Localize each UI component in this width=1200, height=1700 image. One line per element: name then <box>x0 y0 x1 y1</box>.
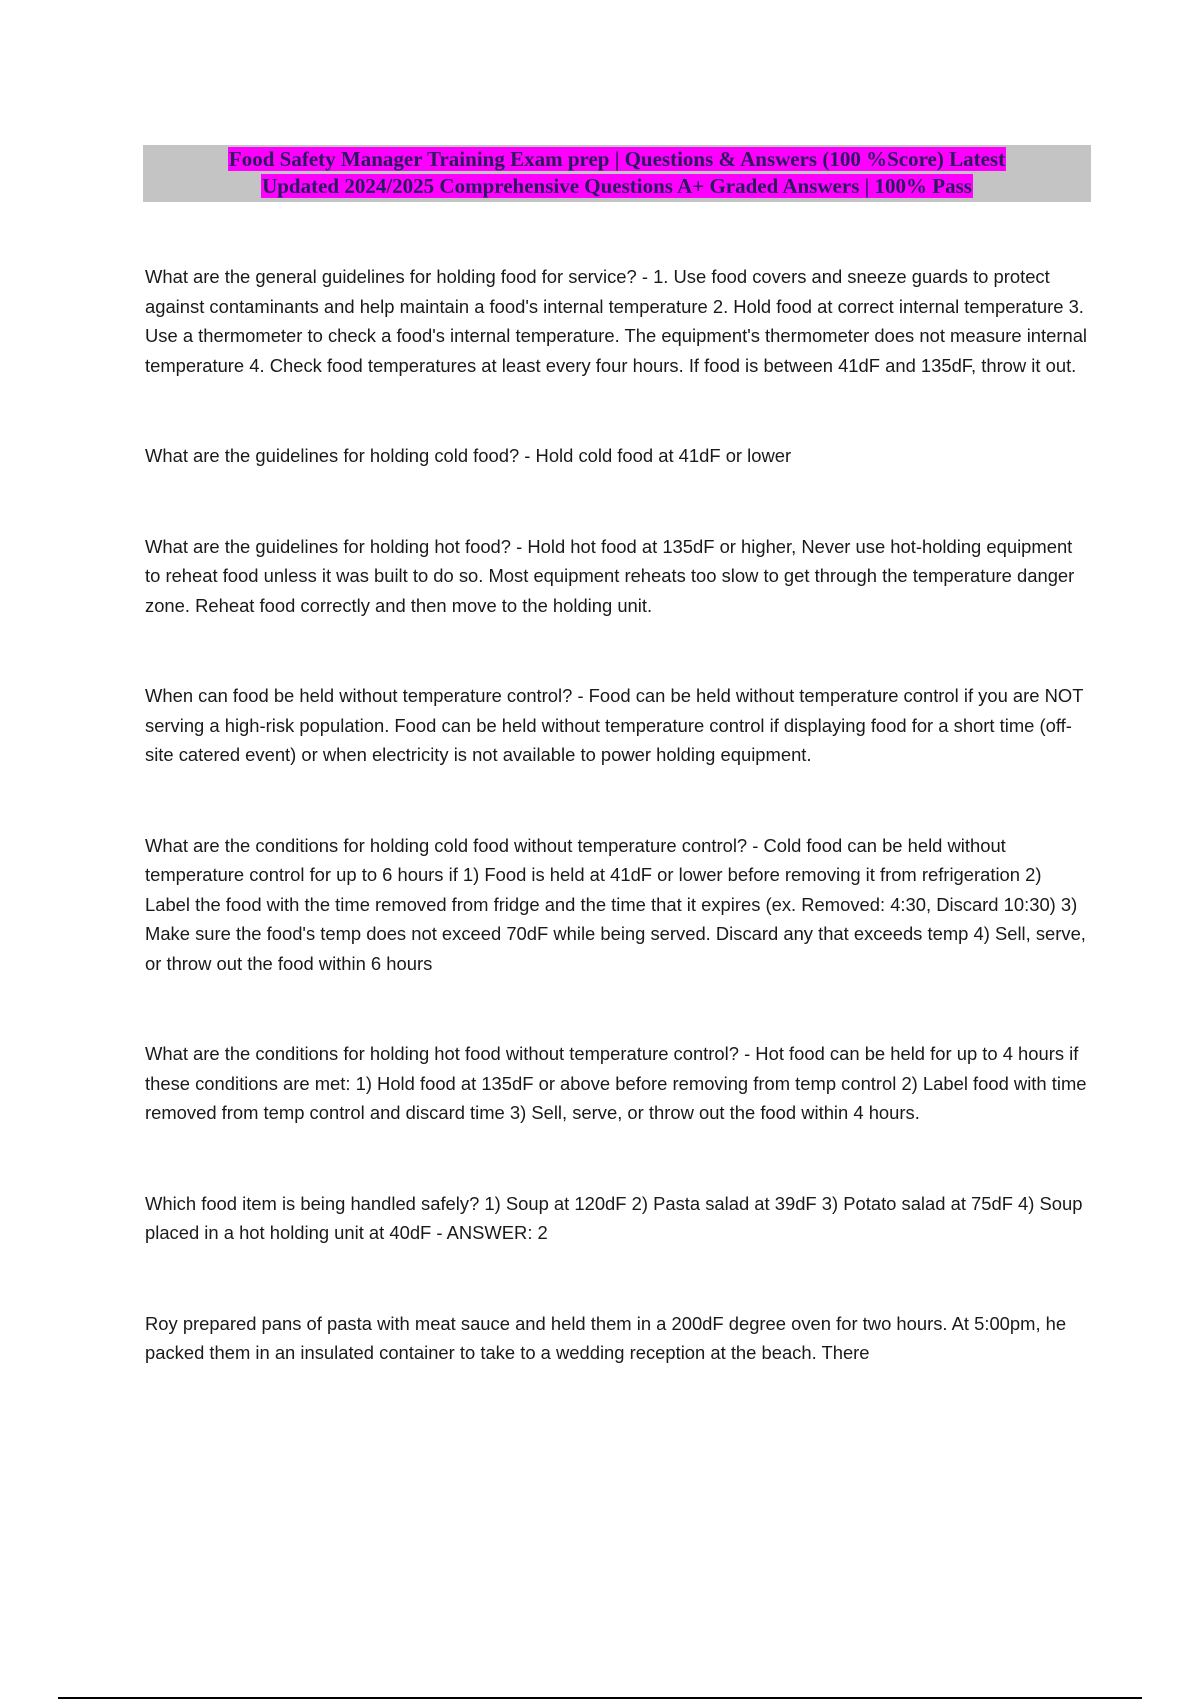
page-bottom-rule <box>58 1697 1142 1699</box>
qa-entry-holding-guidelines: What are the general guidelines for holding food for service? - 1. Use food covers and sneeze guards to protect against contaminants and help maintain a food's internal temperature 2. Hold food at correct internal temperature 3. Use a thermometer to check a food's internal temperature. The equipment's thermometer does not measure internal temperature 4. Check food temperatures at least every four hours. If food is between 41dF and 135dF, throw it out. <box>145 266 1088 376</box>
qa-entry-hot-food: What are the guidelines for holding hot food? - Hold hot food at 135dF or higher, Never use hot-holding equipment to reheat food unless it was built to do so. Most equipment reheats too slow to get through the temperature danger zone. Reheat food correctly and then move to the holding unit. <box>145 535 1075 616</box>
qa-entry-safe-handling: Which food item is being handled safely? 1) Soup at 120dF 2) Pasta salad at 39dF 3) Potato salad at 75dF 4) Soup placed in a hot holding unit at 40dF - ANSWER: 2 <box>145 1192 1083 1243</box>
qa-entry-without-temp-control: When can food be held without temperature control? - Food can be held without temperature control if you are NOT serving a high-risk population. Food can be held without temperature control if displaying food for a short time (off-site catered event) or when electricity is not available to power holding equipment. <box>145 685 1084 765</box>
qa-entry-roy-pasta: Roy prepared pans of pasta with meat sauce and held them in a 200dF degree oven for two hours. At 5:00pm, he packed them in an insulated container to take to a wedding reception at the beach. There <box>145 1312 1067 1363</box>
document-title <box>143 145 1091 202</box>
title-line-1: Food Safety Manager Training Exam prep | Questions & Answers (100 %Score) Latest <box>228 147 1006 171</box>
title-line-2: Updated 2024/2025 Comprehensive Questions A+ Graded Answers | 100% Pass <box>262 174 972 198</box>
qa-entry-cold-food: What are the guidelines for holding cold food? - Hold cold food at 41dF or lower <box>145 445 792 466</box>
qa-list <box>145 262 1090 1368</box>
qa-entry-hot-without-control: What are the conditions for holding hot food without temperature control? - Hot food can be held for up to 4 hours if these conditions are met: 1) Hold food at 135dF or above before removing from temp control 2) Label food with time removed from temp control and discard time 3) Sell, serve, or throw out the food within 4 hours. <box>145 1043 1087 1123</box>
qa-entry-cold-without-control: What are the conditions for holding cold food without temperature control? - Cold food can be held without temperature control for up to 6 hours if 1) Food is held at 41dF or lower before removing it from refrigeration 2) Label the food with the time removed from fridge and the time that it expires (ex. Removed: 4:30, Discard 10:30) 3) Make sure the food's temp does not exceed 70dF while being served. Discard any that exceeds temp 4) Sell, serve, or throw out the food within 6 hours <box>145 834 1086 974</box>
